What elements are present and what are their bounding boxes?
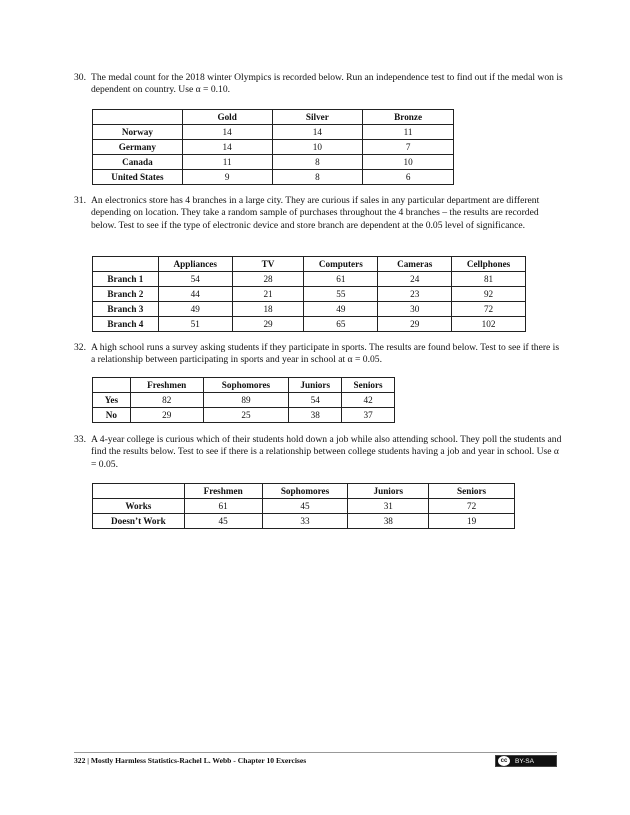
- table-row: [93, 499, 515, 514]
- table-cell: 30: [378, 302, 452, 317]
- table-row: [93, 287, 526, 302]
- table-header-cell: Freshmen: [130, 378, 203, 393]
- table-cell: 29: [232, 317, 304, 332]
- table-header-row: [93, 257, 526, 272]
- row-header: Yes: [93, 393, 131, 408]
- problem-text: A 4-year college is curious which of their students hold down a job while also attending school. They poll the students and find the results below. Test to see if there is a relationship between college students having a job and year in school. Use α = 0.05.: [91, 434, 562, 470]
- table-header-row: [93, 110, 454, 125]
- row-header: Branch 3: [93, 302, 159, 317]
- footer-divider: [74, 752, 557, 753]
- table-cell: 28: [232, 272, 304, 287]
- table-cell: 92: [452, 287, 526, 302]
- problem-32: [74, 342, 564, 367]
- table-row: [93, 125, 454, 140]
- table-cell: 23: [378, 287, 452, 302]
- table-cell: 6: [363, 170, 454, 185]
- table-cell: 9: [182, 170, 272, 185]
- table-cell: 18: [232, 302, 304, 317]
- problem-number: 33.: [74, 434, 86, 445]
- table-row: [93, 170, 454, 185]
- table-header-cell: [93, 257, 159, 272]
- table-cell: 11: [363, 125, 454, 140]
- problem-31: [74, 195, 564, 232]
- table-cell: 38: [289, 408, 342, 423]
- table-row: [93, 272, 526, 287]
- table-cell: 89: [203, 393, 289, 408]
- table-header-cell: Silver: [272, 110, 363, 125]
- page-footer: 322 | Mostly Harmless Statistics-Rachel L. Webb - Chapter 10 Exercises: [74, 756, 307, 765]
- table-cell: 25: [203, 408, 289, 423]
- problem-number: 30.: [74, 72, 86, 83]
- problem-33: [74, 434, 564, 471]
- table-cell: 21: [232, 287, 304, 302]
- table-header-cell: Sophomores: [262, 484, 348, 499]
- table-cell: 14: [182, 140, 272, 155]
- table-header-cell: [93, 110, 183, 125]
- table-row: [93, 302, 526, 317]
- table-cell: 44: [158, 287, 232, 302]
- row-header: Norway: [93, 125, 183, 140]
- row-header: Branch 4: [93, 317, 159, 332]
- table-row: [93, 317, 526, 332]
- table-cell: 14: [182, 125, 272, 140]
- problem-text: A high school runs a survey asking students if they participate in sports. The results are found below. Test to see if there is a relationship between participating in sports and year in school at α = 0.05.: [91, 342, 560, 366]
- table-cell: 65: [304, 317, 378, 332]
- table-header-cell: Freshmen: [184, 484, 262, 499]
- table-row: [93, 140, 454, 155]
- table-cell: 61: [304, 272, 378, 287]
- table-cell: 24: [378, 272, 452, 287]
- table-cell: 54: [289, 393, 342, 408]
- table-header-cell: Sophomores: [203, 378, 289, 393]
- table-header-cell: Appliances: [158, 257, 232, 272]
- table-cell: 38: [348, 514, 429, 529]
- table-header-cell: Bronze: [363, 110, 454, 125]
- table-header-cell: Seniors: [342, 378, 395, 393]
- table-cell: 19: [429, 514, 515, 529]
- table-header-cell: Computers: [304, 257, 378, 272]
- table-cell: 55: [304, 287, 378, 302]
- table-cell: 8: [272, 170, 363, 185]
- cc-icon: cc: [498, 756, 510, 766]
- table-cell: 10: [272, 140, 363, 155]
- table-row: [93, 393, 395, 408]
- table-header-cell: Cellphones: [452, 257, 526, 272]
- row-header: Doesn’t Work: [93, 514, 185, 529]
- sports-table: [92, 377, 395, 423]
- problem-30: [74, 72, 564, 97]
- problem-number: 31.: [74, 195, 86, 206]
- cc-license-badge: [495, 755, 557, 767]
- row-header: Branch 1: [93, 272, 159, 287]
- table-header-cell: [93, 484, 185, 499]
- table-cell: 7: [363, 140, 454, 155]
- electronics-table: [92, 256, 526, 332]
- table-cell: 72: [429, 499, 515, 514]
- table-header-cell: Juniors: [348, 484, 429, 499]
- table-cell: 45: [262, 499, 348, 514]
- table-header-cell: Gold: [182, 110, 272, 125]
- row-header: Works: [93, 499, 185, 514]
- table-header-cell: Juniors: [289, 378, 342, 393]
- table-cell: 33: [262, 514, 348, 529]
- table-cell: 11: [182, 155, 272, 170]
- table-header-cell: TV: [232, 257, 304, 272]
- table-header-cell: Cameras: [378, 257, 452, 272]
- table-header-row: [93, 378, 395, 393]
- table-cell: 102: [452, 317, 526, 332]
- problem-text: The medal count for the 2018 winter Olympics is recorded below. Run an independence test to find out if the medal won is dependent on country. Use α = 0.10.: [91, 72, 563, 96]
- table-cell: 45: [184, 514, 262, 529]
- license-text: BY-SA: [515, 757, 534, 765]
- table-cell: 8: [272, 155, 363, 170]
- row-header: Canada: [93, 155, 183, 170]
- table-row: [93, 155, 454, 170]
- table-cell: 37: [342, 408, 395, 423]
- table-cell: 49: [158, 302, 232, 317]
- job-table: [92, 483, 515, 529]
- table-header-row: [93, 484, 515, 499]
- table-header-cell: Seniors: [429, 484, 515, 499]
- table-cell: 29: [130, 408, 203, 423]
- row-header: United States: [93, 170, 183, 185]
- table-cell: 42: [342, 393, 395, 408]
- table-cell: 54: [158, 272, 232, 287]
- table-cell: 81: [452, 272, 526, 287]
- table-cell: 29: [378, 317, 452, 332]
- medal-table: [92, 109, 454, 185]
- problem-number: 32.: [74, 342, 86, 353]
- table-cell: 51: [158, 317, 232, 332]
- table-cell: 61: [184, 499, 262, 514]
- row-header: No: [93, 408, 131, 423]
- table-header-cell: [93, 378, 131, 393]
- table-cell: 82: [130, 393, 203, 408]
- table-cell: 14: [272, 125, 363, 140]
- table-cell: 49: [304, 302, 378, 317]
- table-cell: 72: [452, 302, 526, 317]
- table-cell: 10: [363, 155, 454, 170]
- row-header: Branch 2: [93, 287, 159, 302]
- table-cell: 31: [348, 499, 429, 514]
- table-row: [93, 514, 515, 529]
- table-row: [93, 408, 395, 423]
- row-header: Germany: [93, 140, 183, 155]
- problem-text: An electronics store has 4 branches in a large city. They are curious if sales in any particular department are different depending on location. They take a random sample of purchases throughout the 4 branches – the results are recorded below. Test to see if the type of electronic device and store branch are dependent at the 0.05 level of significance.: [91, 195, 540, 231]
